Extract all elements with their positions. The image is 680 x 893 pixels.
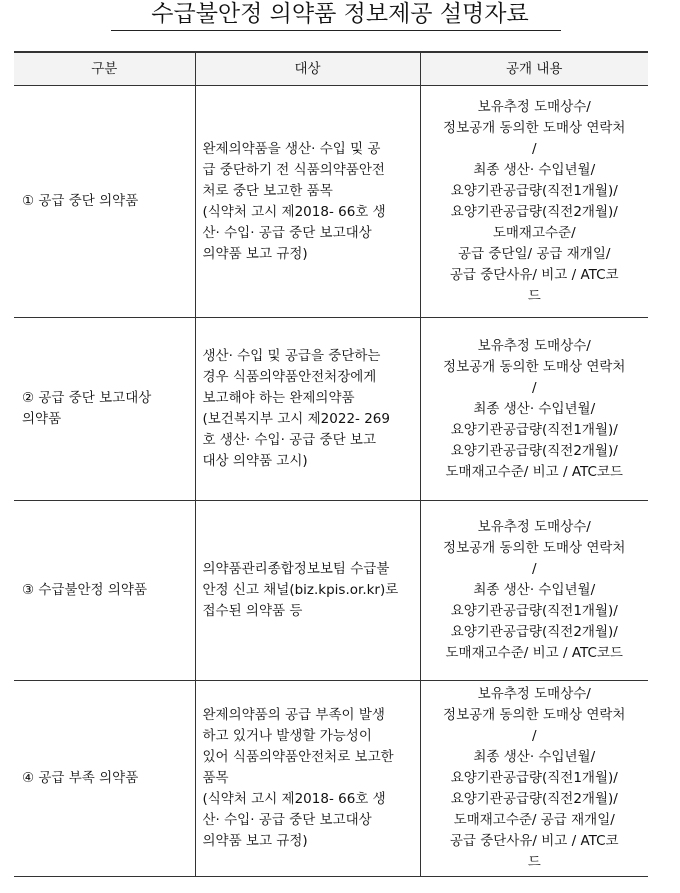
text-line: 하고 있거나 발생할 가능성이 <box>202 728 372 744</box>
text-line: 보유추정 도매상수/ <box>477 337 591 354</box>
table-row <box>14 318 648 501</box>
text-line: 보유추정 도매상수/ <box>477 686 591 702</box>
text-line: 보유추정 도매상수/ <box>477 98 591 115</box>
text-line: ④ 공급 부족 의약품 <box>22 770 139 786</box>
text-line: (식약처 고시 제2018- 66호 생 <box>202 203 386 220</box>
category-cell <box>14 86 195 318</box>
text-line: / <box>531 561 537 577</box>
text-line: 품목 <box>202 770 229 786</box>
text-line: 요양기관공급량(직전1개월)/ <box>450 770 618 786</box>
text-line: 생산· 수입 및 공급을 중단하는 <box>202 348 381 364</box>
text-line: 산· 수입· 공급 중단 보고대상 <box>202 812 372 828</box>
text-line: 최종 생산· 수입년월/ <box>473 749 596 765</box>
target-cell <box>195 318 420 501</box>
text-line: (식약처 고시 제2018- 66호 생 <box>202 791 386 807</box>
text-line: 드 <box>527 854 541 870</box>
text-line: 산· 수입· 공급 중단 보고대상 <box>202 224 372 241</box>
target-cell <box>195 681 420 877</box>
header-category: 구분 <box>14 52 195 86</box>
category-cell <box>14 501 195 681</box>
text-line: 요양기관공급량(직전2개월)/ <box>450 624 618 640</box>
category-cell <box>14 681 195 877</box>
text-line: 완제의약품을 생산· 수입 및 공 <box>202 140 381 157</box>
text-line: 공급 중단일/ 공급 재개일/ <box>458 245 611 262</box>
text-line: 보고해야 하는 완제의약품 <box>202 390 355 406</box>
info-table <box>14 51 648 877</box>
text-line: 도매재고수준/ 공급 재개일/ <box>453 812 615 828</box>
text-line: 요양기관공급량(직전1개월)/ <box>450 603 618 619</box>
text-line: 공급 중단사유/ 비고 / ATC코 <box>449 833 619 849</box>
disclosure-cell <box>420 501 648 681</box>
text-line: 요양기관공급량(직전1개월)/ <box>450 182 618 199</box>
text-line: 도매재고수준/ <box>492 224 576 241</box>
text-line: 공급 중단사유/ 비고 / ATC코 <box>449 266 619 283</box>
text-line: 최종 생산· 수입년월/ <box>473 161 596 178</box>
table-row <box>14 501 648 681</box>
text-line: 급 중단하기 전 식품의약품안전 <box>202 161 385 178</box>
text-line: (보건복지부 고시 제2022- 269 <box>202 411 390 427</box>
text-line: 의약품 보고 규정) <box>202 245 308 262</box>
text-line: 요양기관공급량(직전2개월)/ <box>450 203 618 220</box>
text-line: 보유추정 도매상수/ <box>477 519 591 535</box>
text-line: 안정 신고 채널(biz.kpis.or.kr)로 <box>202 582 399 598</box>
text-line: / <box>531 728 537 744</box>
text-line: ② 공급 중단 보고대상 <box>22 390 152 406</box>
text-line: 도매재고수준/ 비고 / ATC코드 <box>445 463 623 480</box>
text-line: 요양기관공급량(직전1개월)/ <box>450 421 618 438</box>
disclosure-cell <box>420 681 648 877</box>
text-line: 정보공개 동의한 도매상 연락처 <box>443 707 626 723</box>
text-line: / <box>531 379 537 396</box>
text-line: 최종 생산· 수입년월/ <box>473 400 596 417</box>
header-disclosure: 공개 내용 <box>420 52 648 86</box>
text-line: 접수된 의약품 등 <box>202 603 303 619</box>
text-line: 대상 의약품 고시) <box>202 453 308 469</box>
text-line: 처로 중단 보고한 품목 <box>202 182 333 199</box>
text-line: 의약품관리종합정보보팀 수급불 <box>202 561 390 577</box>
text-line: 최종 생산· 수입년월/ <box>473 582 596 598</box>
text-line: 요양기관공급량(직전2개월)/ <box>450 791 618 807</box>
text-line: / <box>531 140 537 157</box>
table-row <box>14 681 648 877</box>
category-cell <box>14 318 195 501</box>
header-row <box>14 52 648 86</box>
table-row <box>14 86 648 318</box>
text-line: 요양기관공급량(직전2개월)/ <box>450 442 618 459</box>
text-line: 정보공개 동의한 도매상 연락처 <box>443 119 626 136</box>
text-line: 도매재고수준/ 비고 / ATC코드 <box>445 645 623 661</box>
text-line: 정보공개 동의한 도매상 연락처 <box>443 540 626 556</box>
target-cell <box>195 501 420 681</box>
text-line: 있어 식품의약품안전처로 보고한 <box>202 749 394 765</box>
text-line: 드 <box>527 287 541 304</box>
text-line: 의약품 <box>22 411 62 427</box>
text-line: 완제의약품의 공급 부족이 발생 <box>202 707 385 723</box>
document-title: 수급불안정 의약품 정보제공 설명자료 <box>151 1 529 27</box>
text-line: 정보공개 동의한 도매상 연락처 <box>443 358 626 375</box>
disclosure-cell <box>420 86 648 318</box>
text-line: 경우 식품의약품안전처장에게 <box>202 369 377 385</box>
text-line: ③ 수급불안정 의약품 <box>22 582 148 598</box>
title-underline <box>111 30 561 31</box>
text-line: 의약품 보고 규정) <box>202 833 308 849</box>
header-target: 대상 <box>195 52 420 86</box>
text-line: 호 생산· 수입· 공급 중단 보고 <box>202 432 376 448</box>
disclosure-cell <box>420 318 648 501</box>
text-line: ① 공급 중단 의약품 <box>22 193 139 209</box>
target-cell <box>195 86 420 318</box>
